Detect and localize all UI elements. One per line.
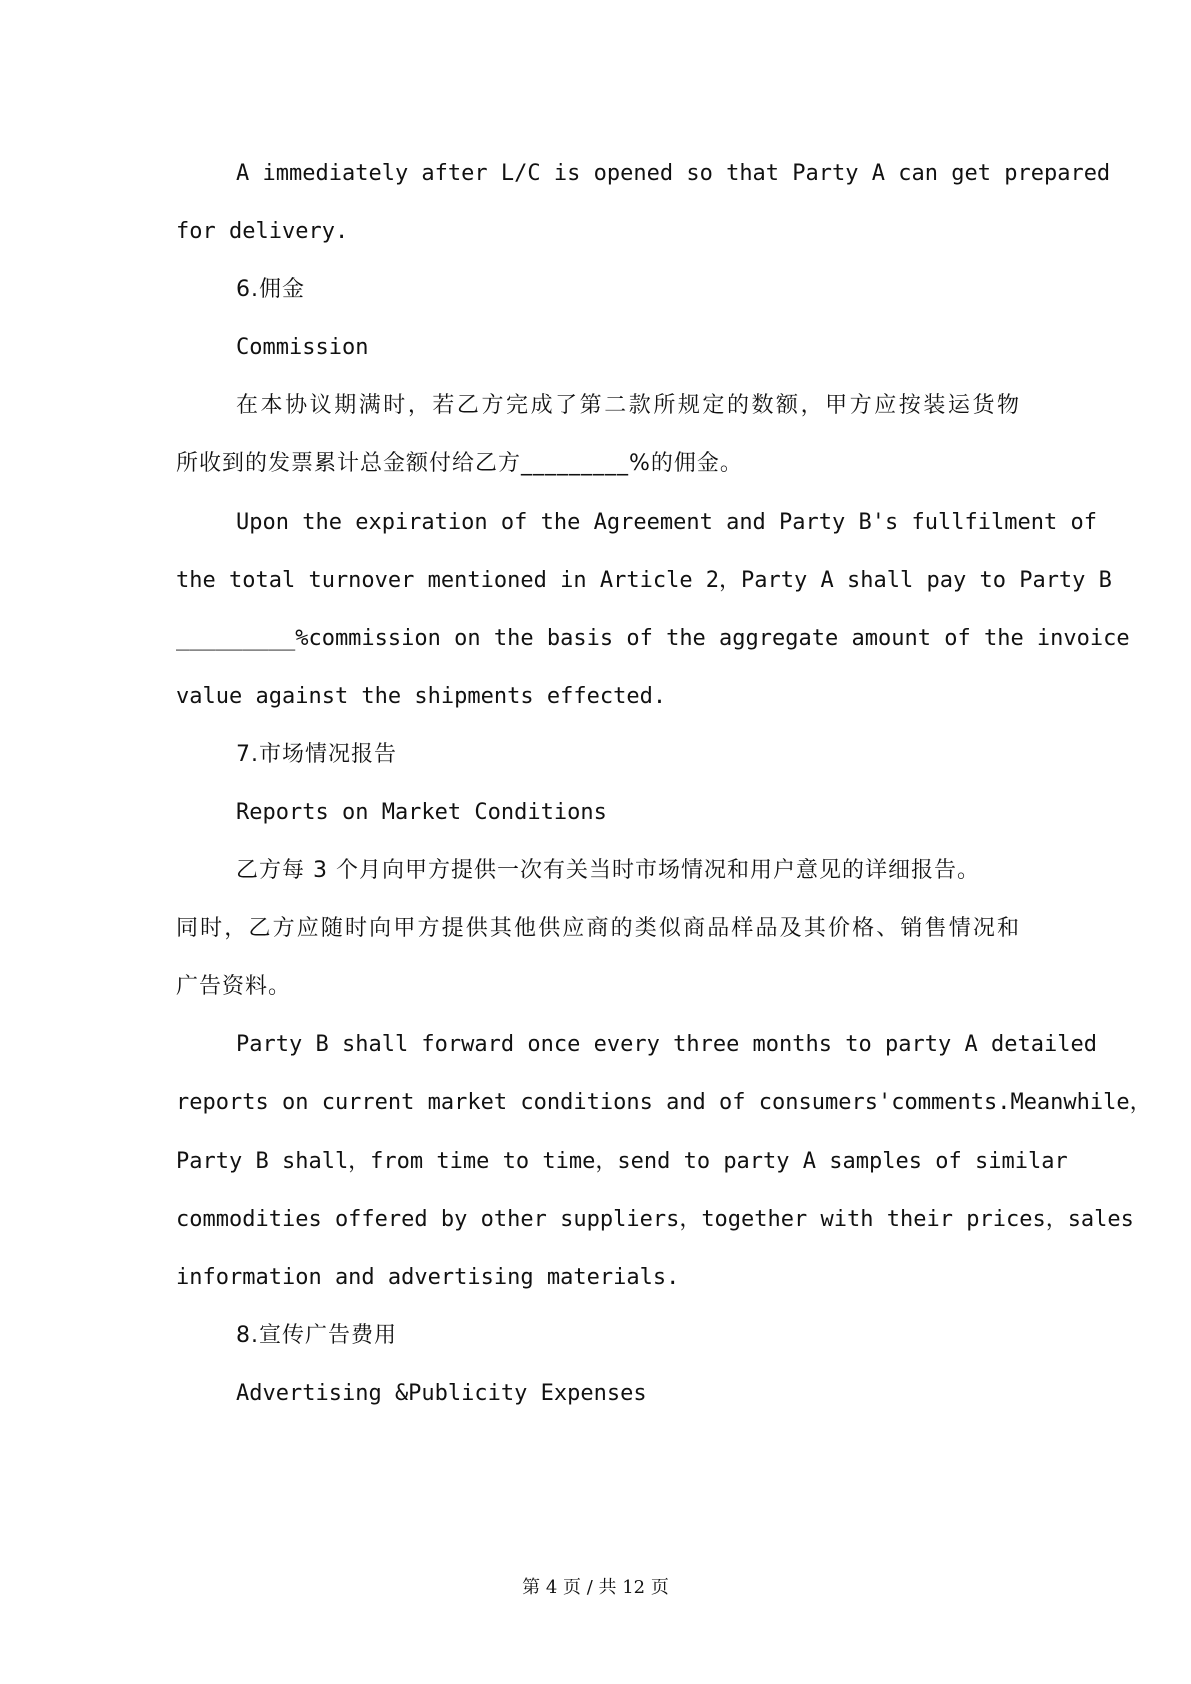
text-line: the total turnover mentioned in Article 2，Party A shall pay to Party B — [176, 568, 1112, 593]
text-line: 所收到的发票累计总金额付给乙方_________%的佣金。 — [176, 451, 743, 476]
page-footer: 第 4 页 / 共 12 页 — [522, 1577, 669, 1598]
text-line: A immediately after L/C is opened so that Party A can get prepared — [236, 161, 1111, 186]
text-line: Upon the expiration of the Agreement and Party B's fullfilment of — [236, 510, 1097, 535]
text-line: for delivery. — [176, 219, 349, 244]
text-line: _________%commission on the basis of the aggregate amount of the invoice — [176, 626, 1130, 651]
text-line: value against the shipments effected. — [176, 684, 667, 709]
section-subheading-8: Advertising &Publicity Expenses — [236, 1381, 647, 1406]
section-heading-7: 7.市场情况报告 — [236, 742, 397, 767]
text-line: 广告资料。 — [176, 974, 292, 999]
text-line: information and advertising materials. — [176, 1265, 680, 1290]
text-line: Party B shall forward once every three months to party A detailed — [236, 1032, 1097, 1057]
text-line: 在本协议期满时，若乙方完成了第二款所规定的数额，甲方应按装运货物 — [236, 393, 1020, 418]
text-line: 乙方每 3 个月向甲方提供一次有关当时市场情况和用户意见的详细报告。 — [236, 858, 980, 883]
section-heading-6: 6.佣金 — [236, 277, 305, 302]
text-line: Party B shall，from time to time，send to party A samples of similar — [176, 1149, 1068, 1174]
section-subheading-7: Reports on Market Conditions — [236, 800, 607, 825]
text-line: reports on current market conditions and of consumers'comments.Meanwhile， — [176, 1090, 1152, 1115]
section-subheading-6: Commission — [236, 335, 369, 360]
text-line: 同时，乙方应随时向甲方提供其他供应商的类似商品样品及其价格、销售情况和 — [176, 916, 1020, 941]
section-heading-8: 8.宣传广告费用 — [236, 1323, 397, 1348]
text-line: commodities offered by other suppliers，together with their prices，sales — [176, 1207, 1134, 1232]
